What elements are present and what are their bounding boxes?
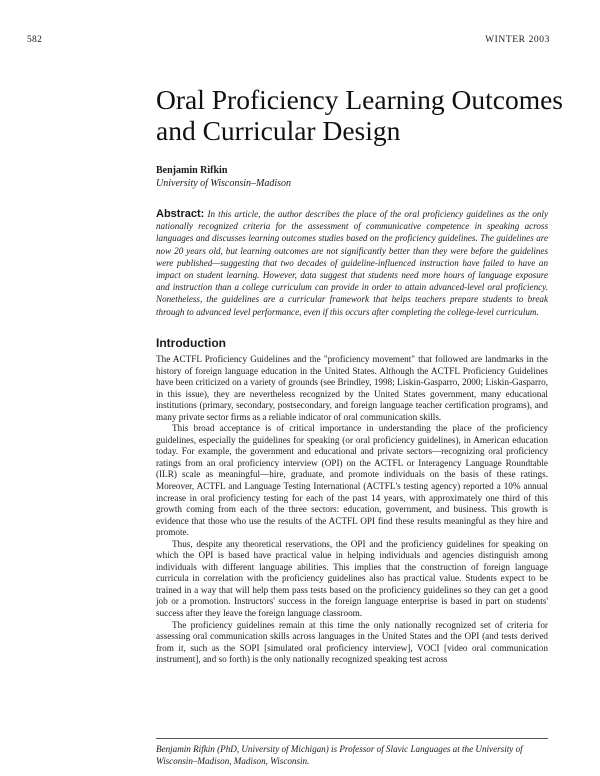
paragraph-2: This broad acceptance is of critical importance in understanding the place of the proficiency guidelines, especially the guidelines for speaking (or oral proficiency guidelines), in American education today. For example, the government and educational and private sectors—recognizing oral proficiency ratings from an oral proficiency interview (OPI) on the ACTFL or Interagency Language Roundtable (ILR) scale as meaningful—hire, graduate, and promote individuals on the basis of these ratings. Moreover, ACTFL and Language Testing International (ACTFL's testing agency) reported a 10% annual increase in oral proficiency testing for each of the past 14 years, with approximately one third of this growth coming from each of the three sectors: education, government, and business. This growth is evidence that those who use the results of the ACTFL OPI find these results meaningful as they hire and promote. xyxy=(156,423,548,538)
page-number: 582 xyxy=(27,35,43,45)
section-heading-introduction: Introduction xyxy=(156,336,226,350)
issue-label: WINTER 2003 xyxy=(485,35,550,45)
paragraph-3: Thus, despite any theoretical reservations, the OPI and the proficiency guidelines for speaking on which the OPI is based have practical value in helping individuals and agencies distinguish among individuals with different language abilities. This implies that the construction of foreign language curricula in correlation with the proficiency guidelines also has practical value. Students expect to be trained in a way that will help them pass tests based on the proficiency guidelines so they can get a good job or a promotion. Instructors' success in the foreign language enterprise is based in part on students' success after they leave the foreign language classroom. xyxy=(156,538,548,619)
article-title: Oral Proficiency Learning Outcomes and Curricular Design xyxy=(156,84,564,146)
author-affiliation: University of Wisconsin–Madison xyxy=(156,178,291,189)
body-text xyxy=(156,354,548,666)
abstract xyxy=(156,208,548,318)
abstract-label: Abstract: xyxy=(156,208,205,220)
paragraph-1: The ACTFL Proficiency Guidelines and the "proficiency movement" that followed are landmarks in the history of foreign language education in the United States. Although the ACTFL Proficiency Guidelines have been criticized on a variety of grounds (see Brindley, 1998; Liskin-Gasparro, 2000; Liskin-Gasparro, in this issue), they are nevertheless recognized by the United States government, many educational institutions (primary, secondary, postsecondary, and foreign language teacher certification programs), and many private sector firms as a reliable indicator of oral communication skills. xyxy=(156,354,548,422)
paragraph-4: The proficiency guidelines remain at this time the only nationally recognized set of criteria for assessing oral communication skills across languages in the United States and the OPI (and tests derived from it, such as the SOPI [simulated oral proficiency interview], VOCI [video oral communication instrument], and so forth) is the only nationally recognized speaking test across xyxy=(156,619,548,665)
author-footnote: Benjamin Rifkin (PhD, University of Michigan) is Professor of Slavic Languages at the University of Wisconsin–Madison, Madison, Wisconsin. xyxy=(156,744,523,766)
footnote-divider xyxy=(156,738,548,739)
author-name: Benjamin Rifkin xyxy=(156,165,228,176)
abstract-text: In this article, the author describes the place of the oral proficiency guidelines as the only nationally recognized criteria for the assessment of communicative competence in speaking across languages and discusses learning outcomes studies based on the proficiency guidelines. The guidelines are now 20 years old, but learning outcomes are not significantly better than they were before the guidelines were published—suggesting that two decades of guideline-influenced instruction have failed to have an impact on student learning. However, data suggest that students need more hours of language exposure and instruction than a college curriculum can provide in order to attain advanced-level oral proficiency. Nonetheless, the guidelines are a curricular framework that helps teachers prepare students to break through to advanced level performance, even if this occurs after completing the college-level curriculum. xyxy=(156,209,548,317)
